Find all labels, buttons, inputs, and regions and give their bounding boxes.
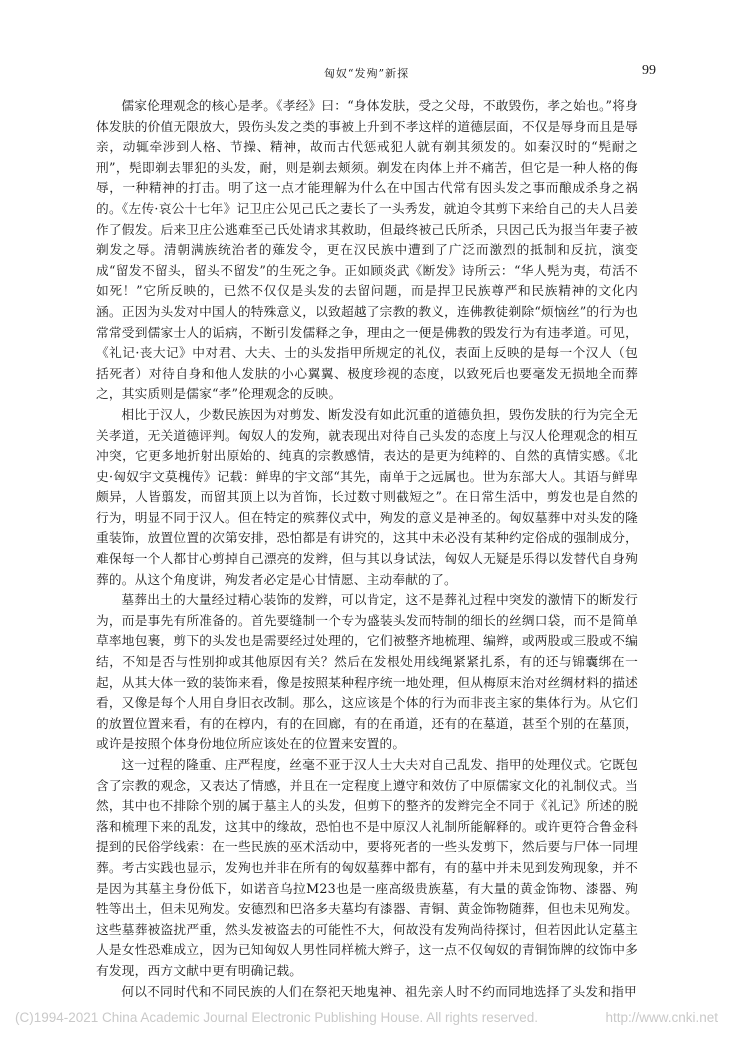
paragraph-5: 何以不同时代和不同民族的人们在祭祀天地鬼神、祖先亲人时不约而同地选择了头发和指甲 <box>121 983 637 999</box>
page-number: 99 <box>642 63 656 78</box>
page-header <box>75 65 658 89</box>
footer-url: http://www.cnki.net <box>605 1010 718 1025</box>
running-title: 匈奴“发殉”新探 <box>323 67 410 80</box>
paragraph-2: 相比于汉人，少数民族因为对剪发、断发没有如此沉重的道德负担，毁伤发肤的行为完全无关孝道，无关道德评判。匈奴人的发殉，就表现出对待自己头发的态度上与汉人伦理观念的相互冲突，它更多地折射出原始的、纯真的宗教感情，表达的是更为纯粹的、自然的真情实感。《北史·匈奴宇文莫槐传》记载：鲜卑的宇文部“其先，南单于之远属也。世为东部大人。其语与鲜卑颇异，人皆翦发，而留其顶上以为首饰，长过数寸则截短之”。在日常生活中，剪发也是自然的行为，明显不同于汉人。但在特定的殡葬仪式中，殉发的意义是神圣的。匈奴墓葬中对头发的隆重装饰，放置位置的次第安排，恐怕都是有讲究的，这其中未必没有某种约定俗成的强制成分，难保每一个人都甘心剪掉自己漂亮的发辫，但与其以身试法，匈奴人无疑是乐得以发替代自身殉葬的。从这个角度讲，殉发者必定是心甘情愿、主动奉献的了。 <box>96 406 638 587</box>
paragraph-1: 儒家伦理观念的核心是孝。《孝经》曰：“身体发肤，受之父母，不敢毁伤，孝之始也。”将身体发肤的价值无限放大，毁伤头发之类的事被上升到不孝这样的道德层面，不仅是辱身而且是辱亲，动辄牵涉到人格、节操、精神，故而古代惩戒犯人就有剃其须发的。如秦汉时的“髡耐之刑”，髡即剃去罪犯的头发，耐，则是剃去颊须。剃发在肉体上并不痛苦，但它是一种人格的侮辱，一种精神的打击。明了这一点才能理解为什么在中国古代常有因头发之事而酿成杀身之祸的。《左传·哀公十七年》记卫庄公见己氏之妻长了一头秀发，就迫令其剪下来给自己的夫人吕姜作了假发。后来卫庄公逃难至己氏处请求其救助，但最终被己氏所杀，只因己氏为报当年妻子被剃发之辱。清朝满族统治者的薙发令，更在汉民族中遭到了广泛而激烈的抵制和反抗，演变成“留发不留头，留头不留发”的生死之争。正如顾炎武《断发》诗所云：“华人髡为夷，苟活不如死！”它所反映的，已然不仅仅是头发的去留问题，而是捍卫民族尊严和民族精神的文化内涵。正因为头发对中国人的特殊意义，以致超越了宗教的教义，连佛教徒剃除“烦恼丝”的行为也常常受到儒家士人的诟病，不断引发儒释之争，理由之一便是佛教的毁发行为有违孝道。可见，《礼记·丧大记》中对君、大夫、士的头发指甲所规定的礼仪，表面上反映的是每一个汉人（包括死者）对待自身和他人发肤的小心翼翼、极度珍视的态度，以致死后也要毫发无损地全而葬之，其实质则是儒家“孝”伦理观念的反映。 <box>96 98 638 402</box>
copyright-notice: (C)1994-2021 China Academic Journal Electronic Publishing House. All rights reserved. <box>15 1010 539 1025</box>
paragraph-3: 墓葬出土的大量经过精心装饰的发辫，可以肯定，这不是葬礼过程中突发的激情下的断发行为，而是事先有所准备的。首先要缝制一个专为盛装头发而特制的细长的丝绸口袋，而不是简单草率地包裹，剪下的头发也是需要经过处理的，它们被整齐地梳理、编辫，或两股或三股或不编结，不知是否与性别抑或其他原因有关？然后在发根处用线绳紧紧扎系，有的还与锦囊绑在一起，从其大体一致的装饰来看，像是按照某种程序统一地处理，但从梅原末治对丝绸材料的描述看，又像是每个人用自身旧衣改制。那么，这应该是个体的行为而非丧主家的集体行为。从它们的放置位置来看，有的在椁内，有的在回廊，有的在甬道，还有的在墓道，甚至个别的在墓顶，或许是按照个体身份地位所应该处在的位置来安置的。 <box>96 592 638 752</box>
paragraph-4: 这一过程的隆重、庄严程度，丝毫不亚于汉人士大夫对自己乱发、指甲的处理仪式。它既包含了宗教的观念，又表达了情感，并且在一定程度上遵守和效仿了中原儒家文化的礼制仪式。当然，其中也不排除个别的属于墓主人的头发，但剪下的整齐的发辫完全不同于《礼记》所述的脱落和梳理下来的乱发，这其中的缘故，恐怕也不是中原汉人礼制所能解释的。或许更符合鲁金科提到的民俗学线索：在一些民族的巫术活动中，要将死者的一些头发剪下，然后要与尸体一同埋葬。考古实践也显示，发殉也并非在所有的匈奴墓葬中都有，有的墓中并未见到发殉现象，并不是因为其墓主身份低下，如诺音乌拉M23也是一座高级贵族墓，有大量的黄金饰物、漆器、殉牲等出土，但未见殉发。安德烈和巴洛多夫墓均有漆器、青铜、黄金饰物随葬，但也未见殉发。这些墓葬被盗扰严重，然头发被盗去的可能性不大，何故没有发殉尚待探讨，但若因此认定墓主人是女性恐难成立，因为已知匈奴人男性同样梳大辫子，这一点不仅匈奴的青铜饰牌的纹饰中多有发现，西方文献中更有明确记载。 <box>96 757 638 978</box>
article-body <box>96 96 638 1002</box>
